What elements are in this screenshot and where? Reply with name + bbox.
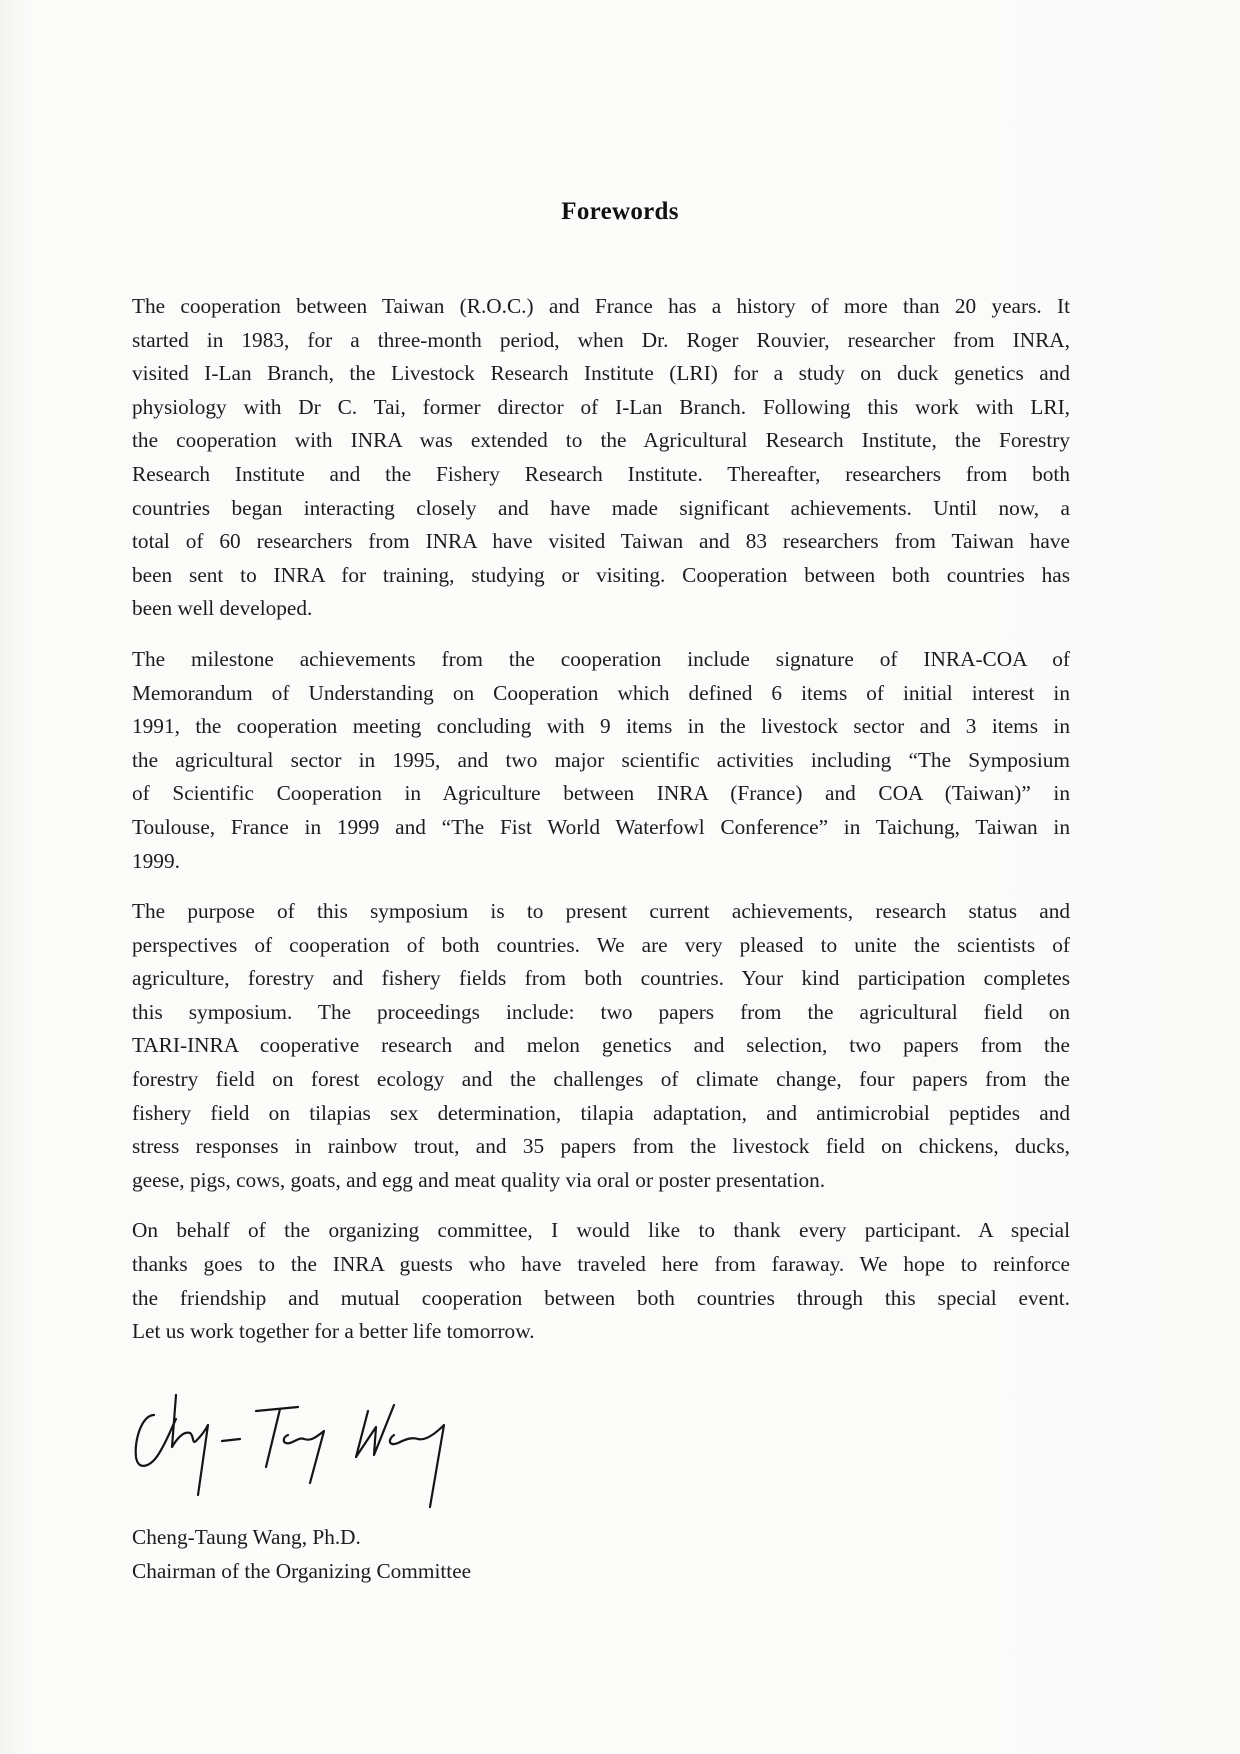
text-line: stress responses in rainbow trout, and 35 papers from the livestock field on chickens, ducks, xyxy=(132,1134,1070,1159)
foreword-body xyxy=(132,290,1070,1366)
page-title: Forewords xyxy=(561,198,679,225)
paragraph-history xyxy=(132,290,1070,626)
text-line: Toulouse, France in 1999 and “The Fist World Waterfowl Conference” in Taichung, Taiwan in xyxy=(132,814,1070,839)
text-line: visited I-Lan Branch, the Livestock Research Institute (LRI) for a study on duck genetics and xyxy=(132,361,1070,386)
signature-block xyxy=(132,1385,552,1588)
text-line: the cooperation with INRA was extended to the Agricultural Research Institute, the Forestry xyxy=(132,428,1070,453)
text-line: of Scientific Cooperation in Agriculture between INRA (France) and COA (Taiwan)” in xyxy=(132,781,1070,806)
signatory-role: Chairman of the Organizing Committee xyxy=(132,1558,472,1583)
text-line: forestry field on forest ecology and the challenges of climate change, four papers from the xyxy=(132,1067,1070,1092)
paragraph-thanks xyxy=(132,1214,1070,1348)
text-line: total of 60 researchers from INRA have visited Taiwan and 83 researchers from Taiwan have xyxy=(132,529,1070,554)
text-line: Memorandum of Understanding on Cooperation which defined 6 items of initial interest in xyxy=(132,680,1070,705)
text-line: The purpose of this symposium is to present current achievements, research status and xyxy=(132,899,1070,924)
text-line: the friendship and mutual cooperation between both countries through this special event. xyxy=(132,1285,1070,1310)
text-line: fishery field on tilapias sex determination, tilapia adaptation, and antimicrobial peptides and xyxy=(132,1100,1070,1125)
text-line: started in 1983, for a three-month period, when Dr. Roger Rouvier, researcher from INRA, xyxy=(132,327,1070,352)
signatory-name: Cheng-Taung Wang, Ph.D. xyxy=(132,1525,361,1549)
text-line: The milestone achievements from the cooperation include signature of INRA-COA of xyxy=(132,646,1070,671)
text-line: agriculture, forestry and fishery fields from both countries. Your kind participation completes xyxy=(132,966,1070,991)
text-line: been sent to INRA for training, studying or visiting. Cooperation between both countries has xyxy=(132,562,1070,587)
paragraph-purpose xyxy=(132,895,1070,1197)
text-line: the agricultural sector in 1995, and two major scientific activities including “The Symposium xyxy=(132,747,1070,772)
text-line: been well developed. xyxy=(132,596,313,621)
text-line: 1991, the cooperation meeting concluding with 9 items in the livestock sector and 3 items in xyxy=(132,714,1070,739)
text-line: 1999. xyxy=(132,848,180,873)
text-line: perspectives of cooperation of both countries. We are very pleased to unite the scientists of xyxy=(132,932,1070,957)
text-line: Let us work together for a better life tomorrow. xyxy=(132,1319,535,1344)
handwritten-signature-icon xyxy=(132,1385,552,1515)
text-line: geese, pigs, cows, goats, and egg and meat quality via oral or poster presentation. xyxy=(132,1167,826,1192)
text-line: this symposium. The proceedings include: two papers from the agricultural field on xyxy=(132,999,1070,1024)
text-line: countries began interacting closely and have made significant achievements. Until now, a xyxy=(132,495,1070,520)
paragraph-milestones xyxy=(132,643,1070,878)
text-line: Research Institute and the Fishery Research Institute. Thereafter, researchers from both xyxy=(132,461,1070,486)
text-line: TARI-INRA cooperative research and melon genetics and selection, two papers from the xyxy=(132,1033,1070,1058)
text-line: physiology with Dr C. Tai, former director of I-Lan Branch. Following this work with LRI, xyxy=(132,394,1070,419)
text-line: thanks goes to the INRA guests who have traveled here from faraway. We hope to reinforce xyxy=(132,1252,1070,1277)
text-line: The cooperation between Taiwan (R.O.C.) and France has a history of more than 20 years. It xyxy=(132,294,1070,318)
text-line: On behalf of the organizing committee, I would like to thank every participant. A special xyxy=(132,1218,1070,1243)
